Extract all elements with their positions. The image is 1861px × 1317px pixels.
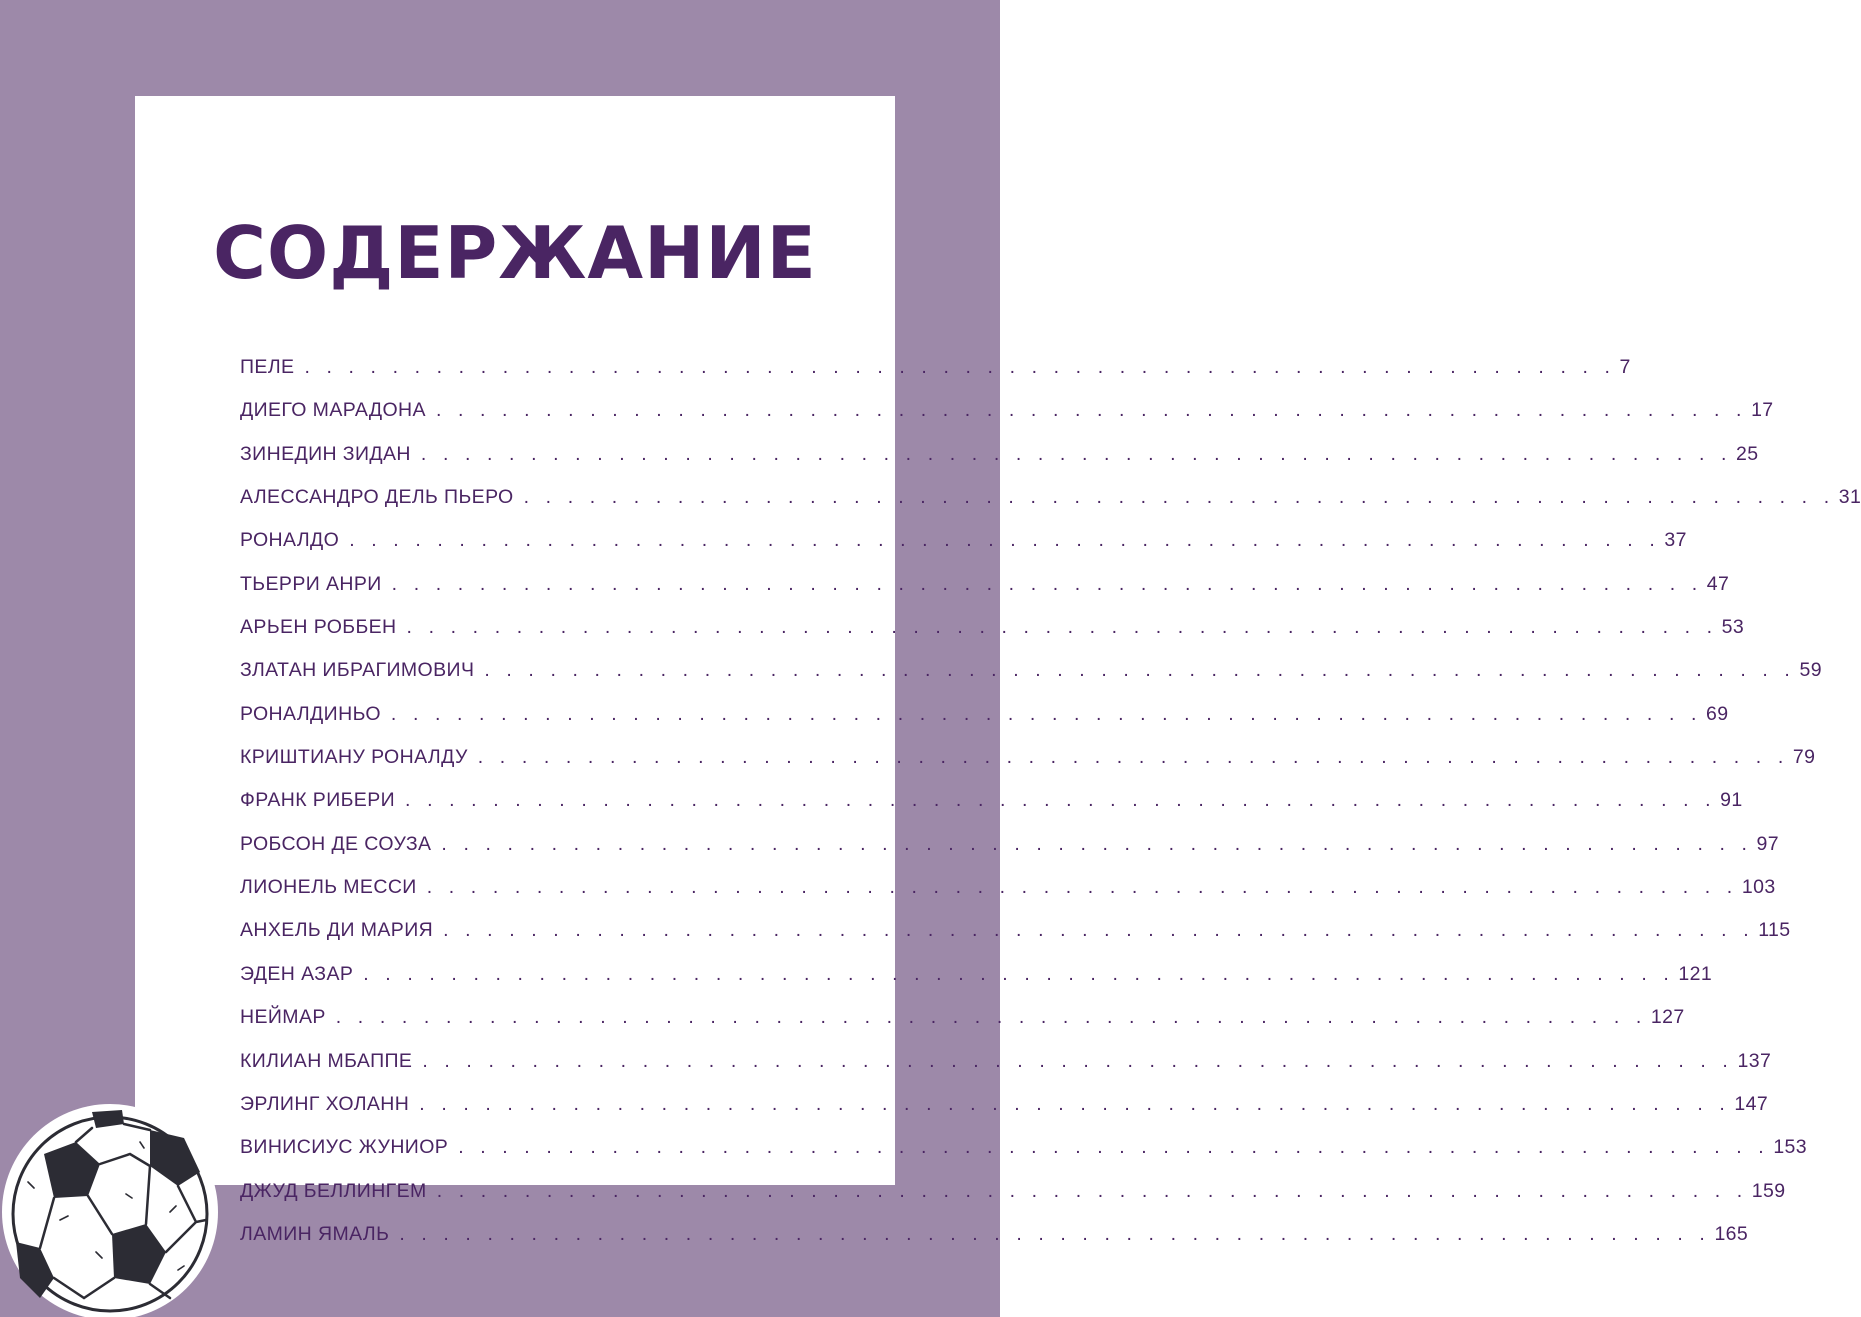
toc-dot-leader: . . . . . . . . . . . . . . . . . . . . . . . . . . . . . . . . . . . . . . . . . . . . . . . . . . . . . . . . . . . . xyxy=(458,1136,1770,1159)
toc-entry xyxy=(240,702,1729,746)
toc-entry-page: 31 xyxy=(1838,486,1861,509)
toc-entry xyxy=(240,1006,1685,1049)
table-of-contents xyxy=(240,356,1861,1266)
toc-dot-leader: . . . . . . . . . . . . . . . . . . . . . . . . . . . . . . . . . . . . . . . . . . . . . . . . . . . . . . . . . . . . xyxy=(419,1092,1731,1115)
toc-entry-name: ВИНИСИУС ЖУНИОР xyxy=(240,1136,449,1159)
toc-entry-name: РОБСОН ДЕ СОУЗА xyxy=(240,832,432,855)
toc-dot-leader: . . . . . . . . . . . . . . . . . . . . . . . . . . . . . . . . . . . . . . . . . . . . . . . . . . . . . . . . . . . . xyxy=(422,1049,1734,1072)
toc-entry-name: ДЖУД БЕЛЛИНГЕМ xyxy=(240,1179,427,1202)
toc-entry-name: ЛАМИН ЯМАЛЬ xyxy=(240,1222,390,1245)
toc-entry-page: 97 xyxy=(1756,832,1780,855)
toc-entry-name: ТЬЕРРИ АНРИ xyxy=(240,572,382,595)
toc-entry-page: 91 xyxy=(1720,789,1743,812)
toc-entry-page: 159 xyxy=(1751,1179,1786,1202)
toc-entry-name: НЕЙМАР xyxy=(240,1006,326,1029)
toc-entry-name: ПЕЛЕ xyxy=(240,356,295,378)
toc-entry-page: 25 xyxy=(1736,442,1759,465)
toc-entry-name: ЛИОНЕЛЬ МЕССИ xyxy=(240,876,417,899)
toc-entry xyxy=(240,876,1776,919)
toc-entry-page: 37 xyxy=(1664,529,1687,552)
toc-dot-leader: . . . . . . . . . . . . . . . . . . . . . . . . . . . . . . . . . . . . . . . . . . . . . . . . . . . . . . . . . . . . xyxy=(390,702,1703,725)
toc-entry-page: 17 xyxy=(1751,399,1774,422)
toc-entry-name: КРИШТИАНУ РОНАЛДУ xyxy=(240,746,468,769)
toc-entry-name: КИЛИАН МБАППЕ xyxy=(240,1049,413,1072)
toc-entry xyxy=(240,919,1791,962)
toc-dot-leader: . . . . . . . . . . . . . . . . . . . . . . . . . . . . . . . . . . . . . . . . . . . . . . . . . . . . . . . . . . . . xyxy=(405,789,1717,812)
toc-entry xyxy=(240,399,1774,442)
toc-entry xyxy=(240,746,1816,789)
toc-entry-name: ЭДЕН АЗАР xyxy=(240,962,354,985)
toc-entry-page: 103 xyxy=(1741,876,1776,899)
toc-entry xyxy=(240,529,1687,572)
toc-entry xyxy=(240,659,1822,702)
toc-dot-leader: . . . . . . . . . . . . . . . . . . . . . . . . . . . . . . . . . . . . . . . . . . . . . . . . . . . . . . . . . . . . xyxy=(441,832,1753,855)
toc-entry-page: 165 xyxy=(1714,1222,1749,1245)
toc-entry-name: ЗЛАТАН ИБРАГИМОВИЧ xyxy=(240,659,475,682)
toc-entry-name: ФРАНК РИБЕРИ xyxy=(240,789,396,812)
toc-dot-leader: . . . . . . . . . . . . . . . . . . . . . . . . . . . . . . . . . . . . . . . . . . . . . . . . . . . . . . . . . . . . xyxy=(391,572,1703,595)
toc-dot-leader: . . . . . . . . . . . . . . . . . . . . . . . . . . . . . . . . . . . . . . . . . . . . . . . . . . . . . . . . . . . . xyxy=(435,399,1748,422)
toc-entry-page: 127 xyxy=(1650,1006,1685,1029)
toc-entry xyxy=(240,1136,1808,1179)
toc-entry-page: 121 xyxy=(1678,962,1713,985)
toc-entry-name: ЭРЛИНГ ХОЛАНН xyxy=(240,1092,410,1115)
toc-entry-page: 59 xyxy=(1799,659,1822,682)
toc-entry-page: 115 xyxy=(1758,919,1791,942)
toc-entry xyxy=(240,1179,1786,1223)
toc-dot-leader: . . . . . . . . . . . . . . . . . . . . . . . . . . . . . . . . . . . . . . . . . . . . . . . . . . . . . . . . . . . . xyxy=(406,616,1718,639)
toc-entry-page: 147 xyxy=(1734,1092,1769,1115)
toc-entry-name: РОНАЛДИНЬО xyxy=(240,702,381,725)
toc-dot-leader: . . . . . . . . . . . . . . . . . . . . . . . . . . . . . . . . . . . . . . . . . . . . . . . . . . . . . . . . . . . . xyxy=(426,876,1738,899)
toc-entry-name: РОНАЛДО xyxy=(240,529,340,552)
toc-dot-leader: . . . . . . . . . . . . . . . . . . . . . . . . . . . . . . . . . . . . . . . . . . . . . . . . . . . . . . . . . . . . xyxy=(420,442,1733,465)
page-title: СОДЕРЖАНИЕ xyxy=(213,211,817,295)
toc-entry xyxy=(240,486,1861,529)
toc-dot-leader: . . . . . . . . . . . . . . . . . . . . . . . . . . . . . . . . . . . . . . . . . . . . . . . . . . . . . . . . . . . . xyxy=(399,1222,1711,1245)
toc-entry-name: ДИЕГО МАРАДОНА xyxy=(240,399,426,422)
toc-entry xyxy=(240,962,1713,1006)
toc-dot-leader: . . . . . . . . . . . . . . . . . . . . . . . . . . . . . . . . . . . . . . . . . . . . . . . . . . . . . . . . . . . . xyxy=(484,659,1796,682)
toc-dot-leader: . . . . . . . . . . . . . . . . . . . . . . . . . . . . . . . . . . . . . . . . . . . . . . . . . . . . . . . . . . . . xyxy=(349,529,1661,552)
toc-entry xyxy=(240,1092,1769,1136)
toc-entry xyxy=(240,832,1780,876)
toc-entry-page: 153 xyxy=(1773,1136,1808,1159)
toc-entry xyxy=(240,442,1759,486)
toc-entry-page: 69 xyxy=(1706,702,1729,725)
toc-dot-leader: . . . . . . . . . . . . . . . . . . . . . . . . . . . . . . . . . . . . . . . . . . . . . . . . . . . . . . . . . . . . xyxy=(363,962,1675,985)
toc-entry-page: 79 xyxy=(1792,746,1816,769)
toc-entry xyxy=(240,616,1745,659)
contents-card xyxy=(135,96,1861,1245)
toc-dot-leader: . . . . . . . . . . . . . . . . . . . . . . . . . . . . . . . . . . . . . . . . . . . . . . . . . . . . . . . . . . . . xyxy=(523,486,1835,509)
toc-entry-page: 7 xyxy=(1619,356,1631,378)
toc-entry-page: 137 xyxy=(1737,1049,1772,1072)
toc-dot-leader: . . . . . . . . . . . . . . . . . . . . . . . . . . . . . . . . . . . . . . . . . . . . . . . . . . . . . . . . . . . . xyxy=(335,1006,1647,1029)
toc-entry-name: АНХЕЛЬ ДИ МАРИЯ xyxy=(240,919,434,942)
toc-entry-page: 53 xyxy=(1721,616,1745,639)
toc-dot-leader: . . . . . . . . . . . . . . . . . . . . . . . . . . . . . . . . . . . . . . . . . . . . . . . . . . . . . . . . . . . . xyxy=(443,919,1755,942)
toc-entry xyxy=(240,1222,1749,1266)
toc-entry-name: АРЬЕН РОББЕН xyxy=(240,616,397,639)
toc-entry xyxy=(240,789,1743,832)
toc-entry-page: 47 xyxy=(1706,572,1730,595)
toc-entry xyxy=(240,356,1631,399)
toc-dot-leader: . . . . . . . . . . . . . . . . . . . . . . . . . . . . . . . . . . . . . . . . . . . . . . . . . . . . . . . . . . . . xyxy=(436,1179,1748,1202)
toc-entry-name: АЛЕССАНДРО ДЕЛЬ ПЬЕРО xyxy=(240,486,514,509)
toc-entry-name: ЗИНЕДИН ЗИДАН xyxy=(240,442,411,465)
toc-entry xyxy=(240,1049,1772,1093)
soccer-ball-icon xyxy=(0,1102,220,1317)
toc-entry xyxy=(240,572,1730,616)
toc-dot-leader: . . . . . . . . . . . . . . . . . . . . . . . . . . . . . . . . . . . . . . . . . . . . . . . . . . . . . . . . . . . . xyxy=(477,746,1789,769)
toc-dot-leader: . . . . . . . . . . . . . . . . . . . . . . . . . . . . . . . . . . . . . . . . . . . . . . . . . . . . . . . . . . . . xyxy=(304,356,1616,378)
